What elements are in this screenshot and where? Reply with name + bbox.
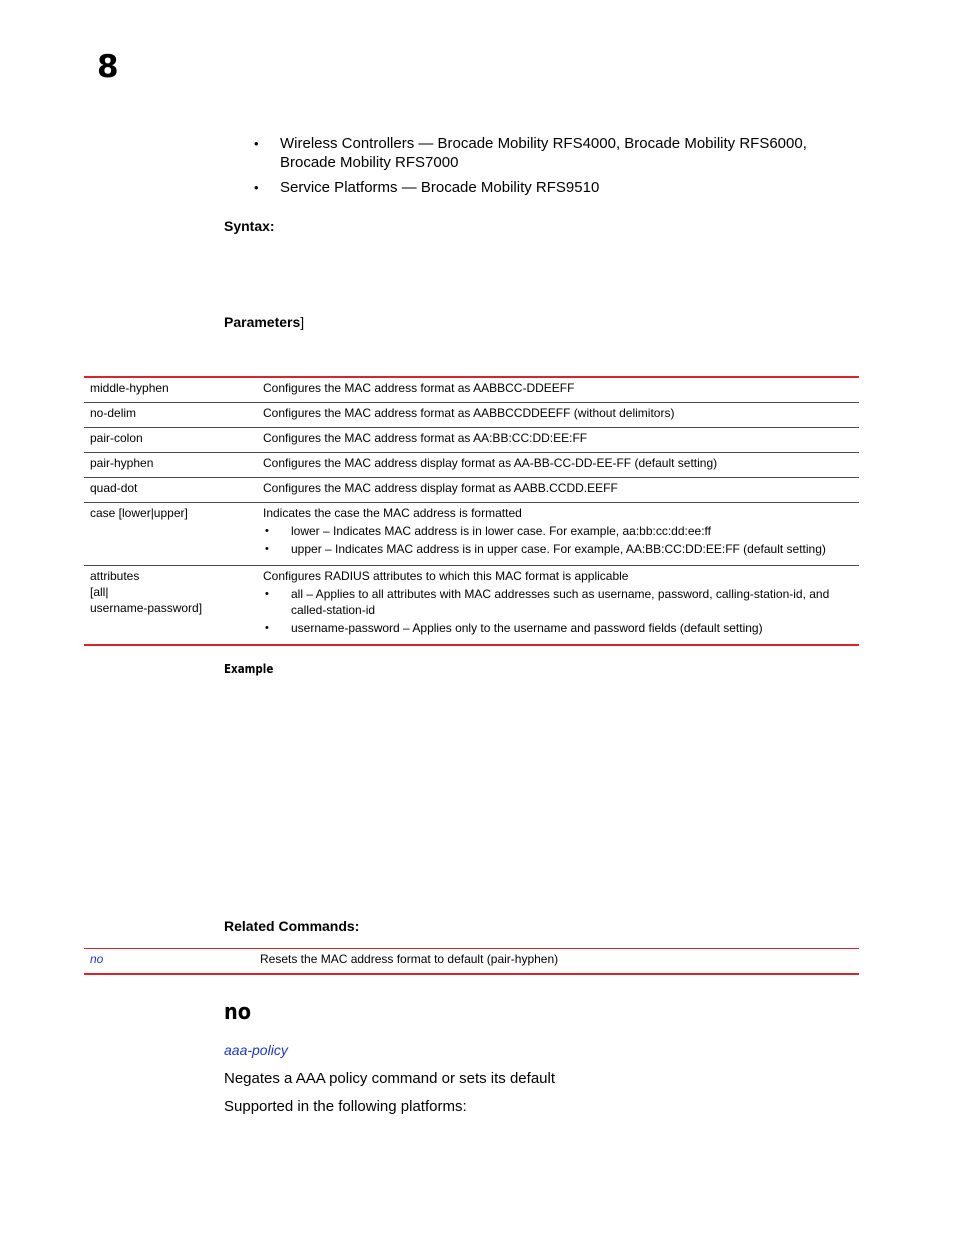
- bullet-icon: •: [265, 588, 269, 600]
- syntax-heading: Syntax:: [224, 218, 275, 234]
- supported-platforms-text: Supported in the following platforms:: [224, 1098, 467, 1115]
- example-heading: Example: [224, 662, 274, 676]
- param-name: middle-hyphen: [84, 377, 257, 403]
- related-commands-heading: Related Commands:: [224, 918, 360, 934]
- section-title: no: [224, 1000, 252, 1025]
- bullet-text: all – Applies to all attributes with MAC addresses such as username, password, calling-station-id, and called-station-id: [291, 587, 830, 617]
- bullet-icon: •: [254, 180, 259, 195]
- list-item: [263, 523, 853, 539]
- param-description: [257, 566, 859, 646]
- param-name: pair-colon: [84, 428, 257, 453]
- chapter-number: 8: [97, 49, 119, 85]
- list-item: [263, 541, 853, 557]
- related-command-description: Resets the MAC address format to default (pair-hyphen): [260, 952, 559, 966]
- parameters-table: [84, 376, 859, 646]
- param-description: Configures the MAC address display format as AA-BB-CC-DD-EE-FF (default setting): [257, 453, 859, 478]
- bullet-icon: •: [265, 543, 269, 555]
- bullet-icon: •: [265, 525, 269, 537]
- param-description: Configures the MAC address format as AA:BB:CC:DD:EE:FF: [257, 428, 859, 453]
- bullet-text: upper – Indicates MAC address is in upper case. For example, AA:BB:CC:DD:EE:FF (default setting): [291, 542, 826, 556]
- list-item: [254, 134, 859, 172]
- param-name-line: attributes: [90, 569, 140, 583]
- param-description: [257, 503, 859, 566]
- table-row: [84, 453, 859, 478]
- table-row: [84, 949, 859, 975]
- table-row: [84, 566, 859, 646]
- param-description: Configures the MAC address format as AABBCC-DDEEFF: [257, 377, 859, 403]
- param-name: case [lower|upper]: [84, 503, 257, 566]
- table-row: [84, 503, 859, 566]
- param-name: [84, 566, 257, 646]
- param-description-text: Indicates the case the MAC address is formatted: [263, 506, 522, 520]
- table-row: [84, 428, 859, 453]
- list-item: [263, 586, 853, 618]
- related-commands-table: [84, 948, 859, 975]
- table-row: [84, 403, 859, 428]
- param-name-line: username-password]: [90, 601, 203, 615]
- platform-text: Service Platforms — Brocade Mobility RFS9510: [280, 179, 600, 196]
- bullet-text: lower – Indicates MAC address is in lower case. For example, aa:bb:cc:dd:ee:ff: [291, 524, 711, 538]
- related-command-link[interactable]: no: [90, 952, 104, 966]
- parameters-heading-bracket: ]: [300, 314, 305, 330]
- platform-list: [254, 134, 859, 203]
- param-bullet-list: [263, 586, 853, 636]
- param-description: Configures the MAC address display format as AABB.CCDD.EEFF: [257, 478, 859, 503]
- section-description: Negates a AAA policy command or sets its default: [224, 1070, 556, 1087]
- parameters-heading-text: Parameters: [224, 314, 301, 330]
- param-name: no-delim: [84, 403, 257, 428]
- list-item: [263, 620, 853, 636]
- table-row: [84, 478, 859, 503]
- param-name: quad-dot: [84, 478, 257, 503]
- param-description: Configures the MAC address format as AABBCCDDEEFF (without delimitors): [257, 403, 859, 428]
- bullet-text: username-password – Applies only to the username and password fields (default setting): [291, 621, 763, 635]
- param-description-text: Configures RADIUS attributes to which this MAC format is applicable: [263, 569, 629, 583]
- platform-text: Wireless Controllers — Brocade Mobility RFS4000, Brocade Mobility RFS6000, Brocade Mobility RFS7000: [280, 135, 807, 171]
- bullet-icon: •: [254, 136, 259, 151]
- list-item: [254, 178, 859, 197]
- param-name-line: [all|: [90, 585, 109, 599]
- bullet-icon: •: [265, 622, 269, 634]
- parameters-heading: [224, 314, 304, 330]
- param-name: pair-hyphen: [84, 453, 257, 478]
- param-bullet-list: [263, 523, 853, 557]
- aaa-policy-link[interactable]: aaa-policy: [224, 1042, 288, 1058]
- table-row: [84, 377, 859, 403]
